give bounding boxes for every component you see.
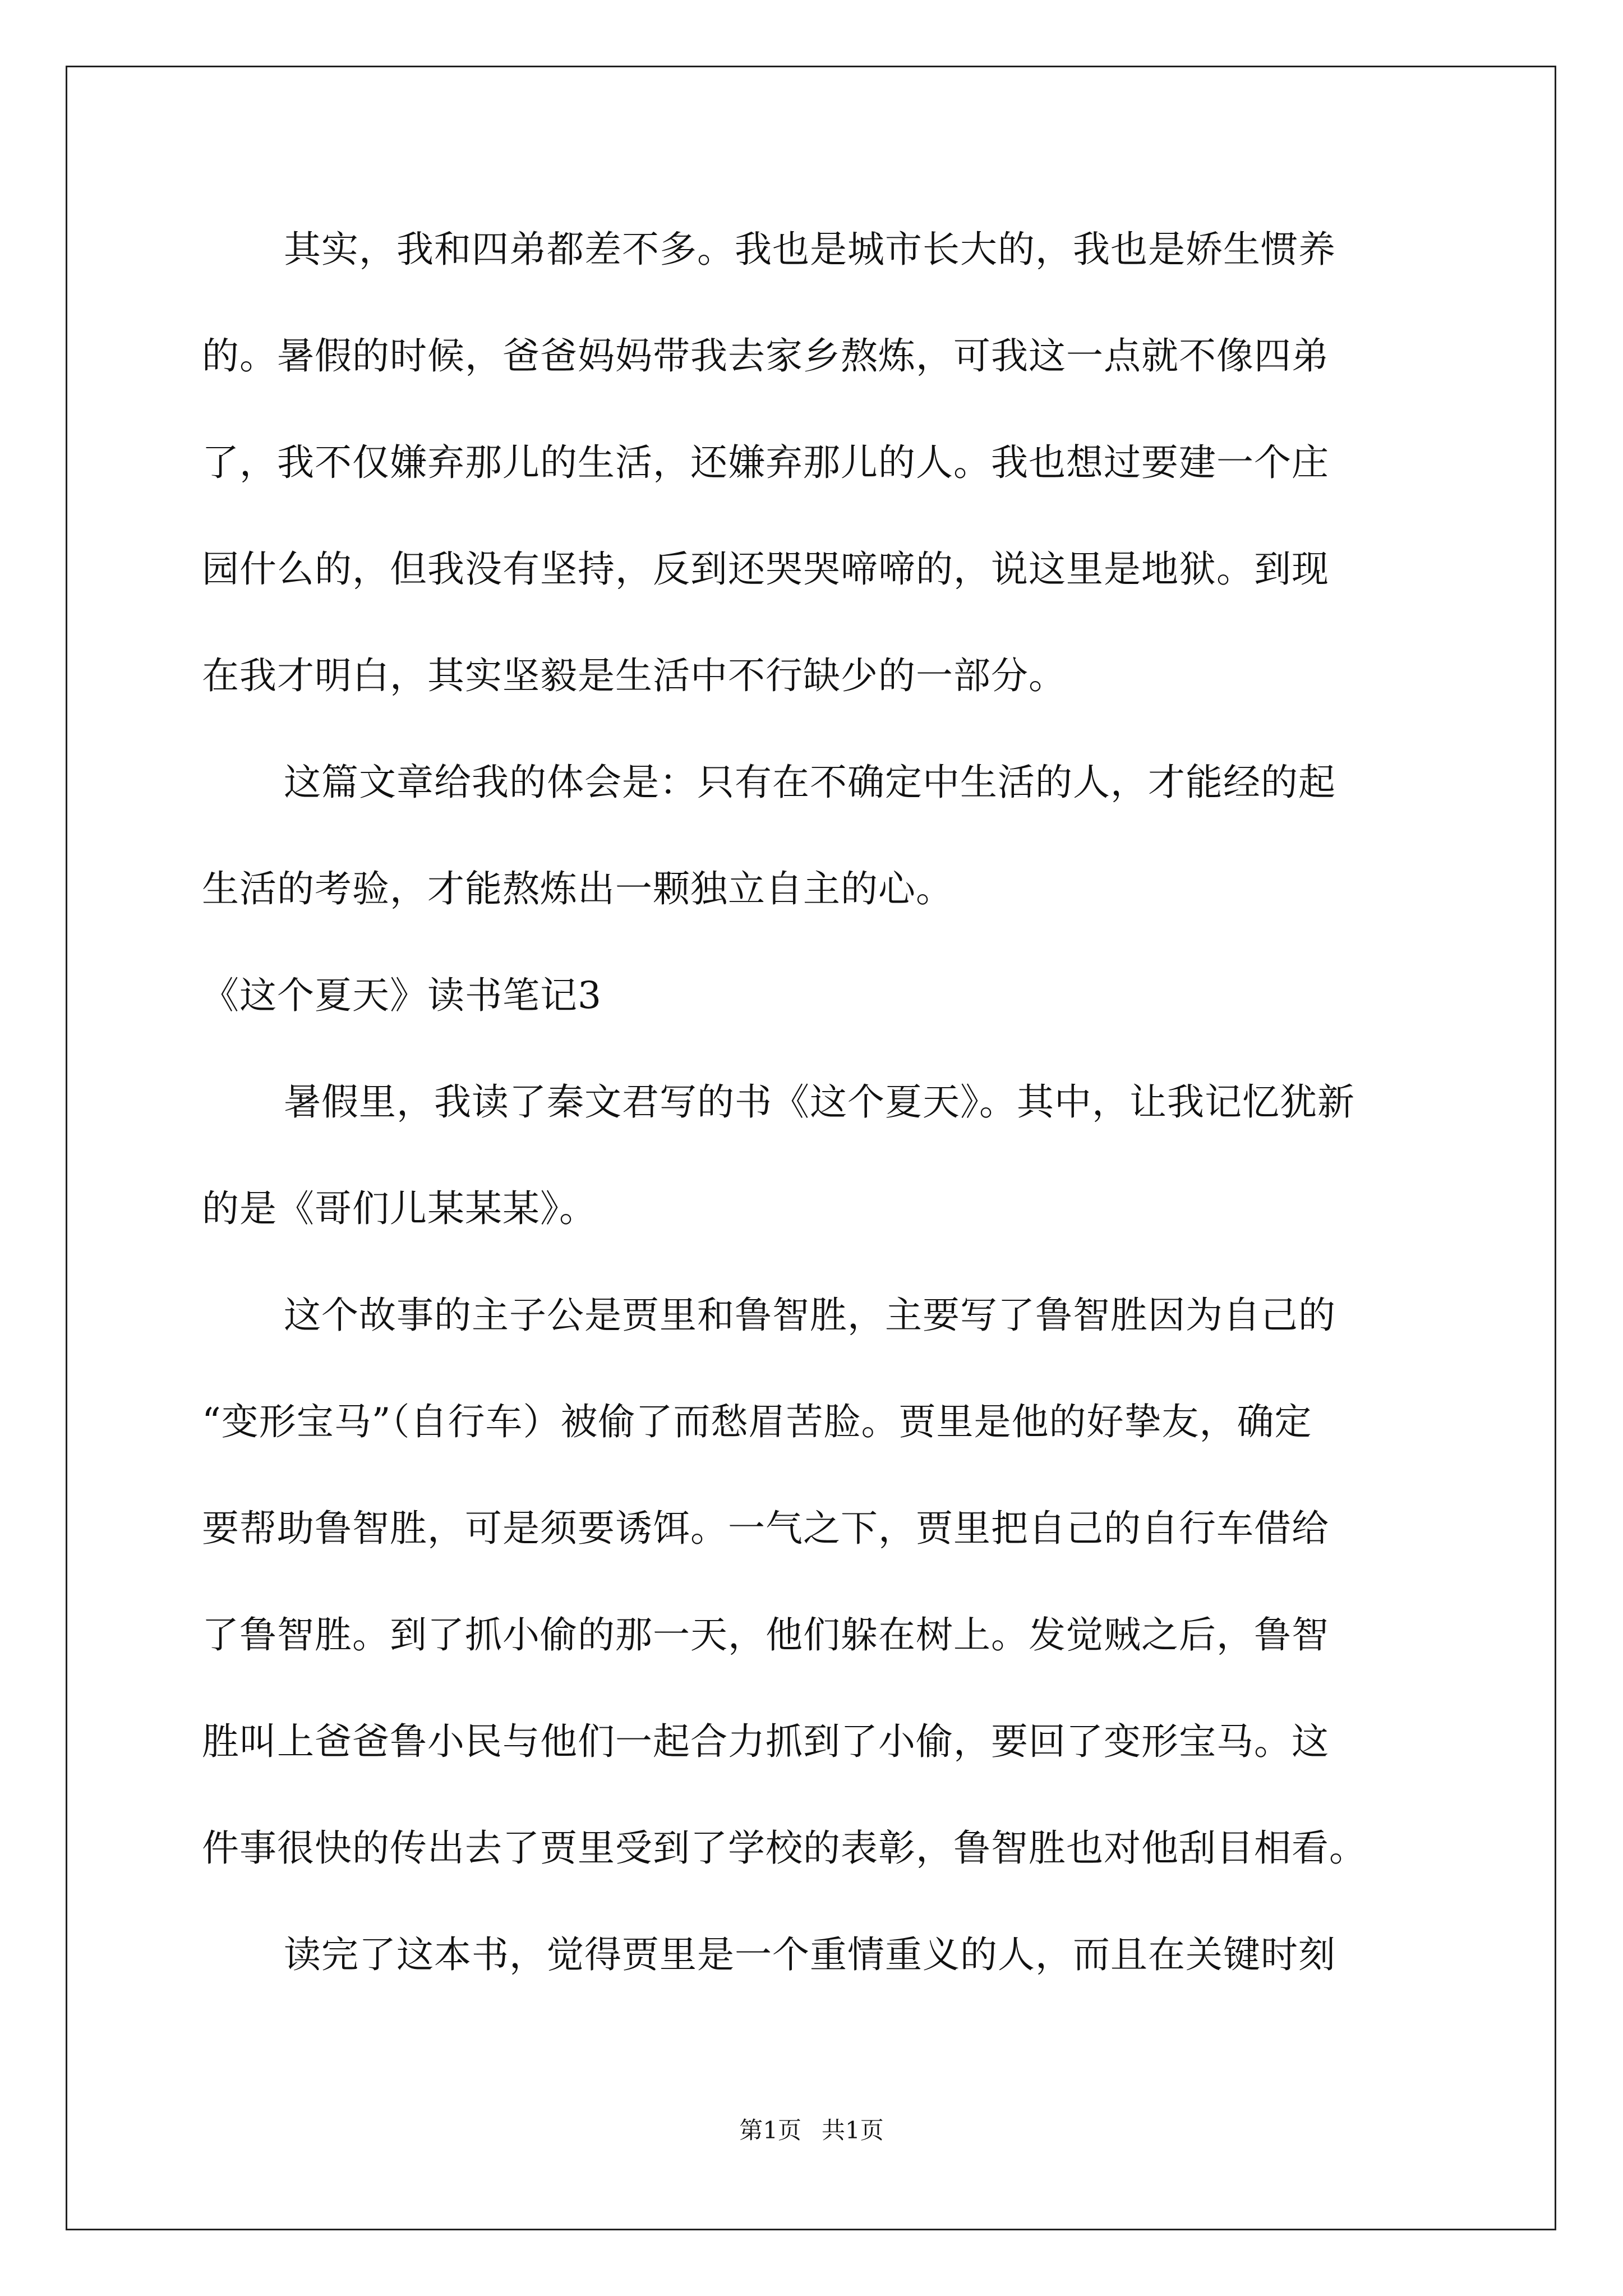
paragraph-line: 生活的考验，才能熬炼出一颗独立自主的心。: [202, 867, 953, 910]
paragraph-line: 园什么的，但我没有坚持，反到还哭哭啼啼的，说这里是地狱。到现: [202, 547, 1329, 591]
paragraph-line: 这篇文章给我的体会是：只有在不确定中生活的人，才能经的起: [284, 761, 1336, 804]
paragraph-line: 的是《哥们儿某某某》。: [202, 1187, 597, 1230]
section-heading: 《这个夏天》读书笔记3: [202, 974, 602, 1017]
paragraph-line: 的。暑假的时候，爸爸妈妈带我去家乡熬炼，可我这一点就不像四弟: [202, 334, 1329, 378]
paragraph-line: 读完了这本书，觉得贾里是一个重情重义的人，而且在关键时刻: [284, 1933, 1336, 1976]
paragraph-line: 在我才明白，其实坚毅是生活中不行缺少的一部分。: [202, 654, 1066, 697]
page-footer: [0, 2116, 1623, 2145]
paragraph-line: “变形宝马”（自行车）被偷了而愁眉苦脸。贾里是他的好挚友，确定: [202, 1400, 1312, 1443]
page-border: [66, 66, 1556, 2230]
paragraph-line: 胜叫上爸爸鲁小民与他们一起合力抓到了小偷，要回了变形宝马。这: [202, 1720, 1329, 1763]
paragraph-line: 暑假里，我读了秦文君写的书《这个夏天》。其中，让我记忆犹新: [284, 1080, 1355, 1124]
paragraph-line: 要帮助鲁智胜，可是须要诱饵。一气之下，贾里把自己的自行车借给: [202, 1507, 1329, 1550]
page-number: 第1页: [739, 2116, 801, 2144]
paragraph-line: 了，我不仅嫌弃那儿的生活，还嫌弃那儿的人。我也想过要建一个庄: [202, 441, 1329, 484]
paragraph-line: 其实，我和四弟都差不多。我也是城市长大的，我也是娇生惯养: [284, 228, 1336, 271]
paragraph-line: 这个故事的主子公是贾里和鲁智胜，主要写了鲁智胜因为自己的: [284, 1294, 1336, 1337]
page-total: 共1页: [822, 2116, 884, 2144]
paragraph-line: 件事很快的传出去了贾里受到了学校的表彰，鲁智胜也对他刮目相看。: [202, 1826, 1367, 1870]
paragraph-line: 了鲁智胜。到了抓小偷的那一天，他们躲在树上。发觉贼之后，鲁智: [202, 1613, 1329, 1657]
